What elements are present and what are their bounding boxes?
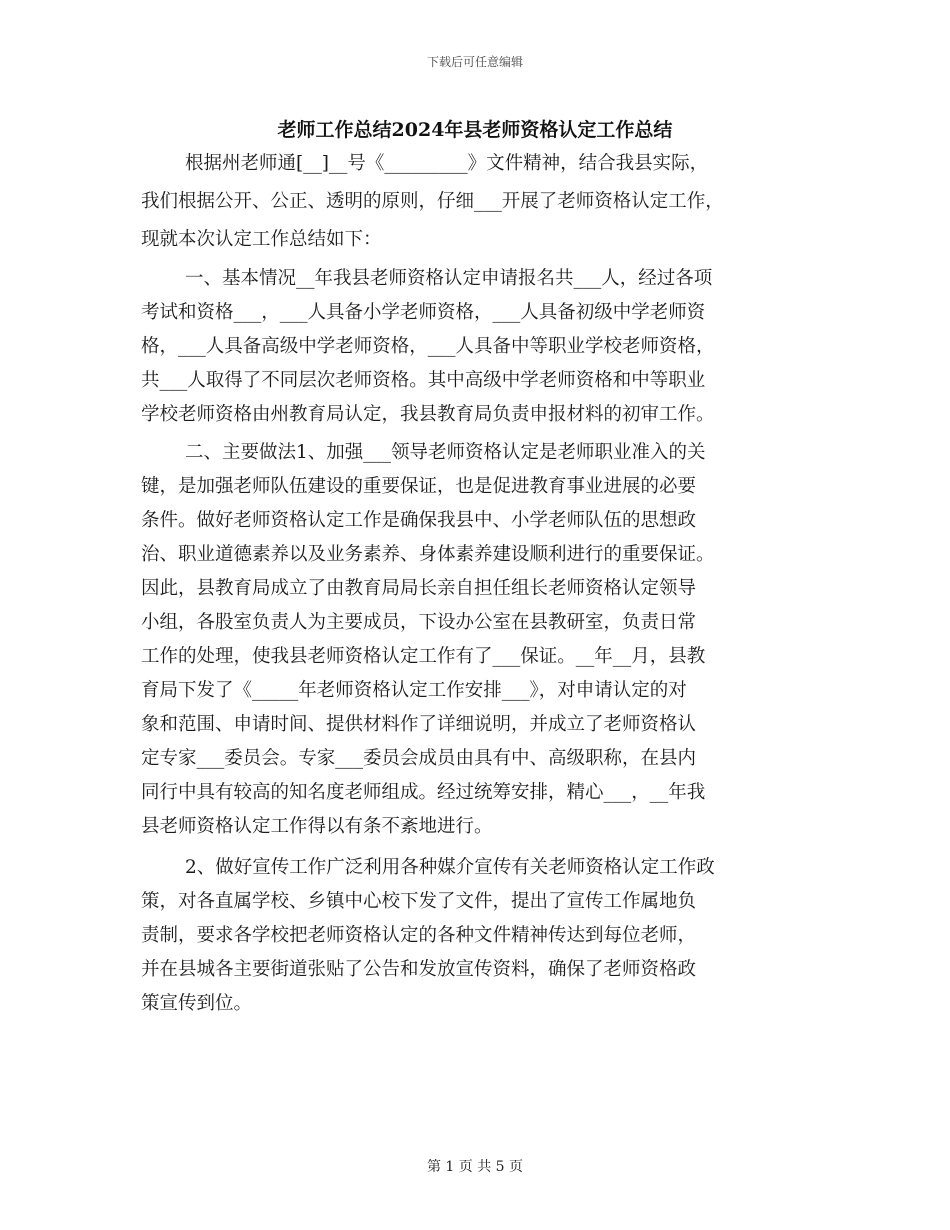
body-line: 2、做好宣传工作广泛利用各种媒介宣传有关老师资格认定工作政 (185, 857, 715, 878)
body-line: 小组，各股室负责人为主要成员，下设办公室在县教研室，负责日常 (141, 612, 697, 633)
body-line: 同行中具有较高的知名度老师组成。经过统筹安排，精心___，__年我 (141, 782, 706, 803)
body-line: 工作的处理，使我县老师资格认定工作有了___保证。__年__月，县教 (141, 646, 706, 667)
body-line: 学校老师资格由州教育局认定，我县教育局负责申报材料的初审工作。 (141, 404, 715, 425)
document-title: 老师工作总结2024年县老师资格认定工作总结 (277, 119, 673, 141)
body-line: 育局下发了《_____年老师资格认定工作安排___》，对申请认定的对 (141, 680, 687, 701)
page-number-footer: 第 1 页 共 5 页 (426, 1159, 524, 1175)
body-line: 我们根据公开、公正、透明的原则，仔细___开展了老师资格认定工作， (141, 191, 724, 212)
body-line: 现就本次认定工作总结如下： (141, 229, 382, 250)
body-line: 一、基本情况__年我县老师资格认定申请报名共___人，经过各项 (185, 268, 713, 289)
body-line: 条件。做好老师资格认定工作是确保我县中、小学老师队伍的思想政 (141, 510, 697, 531)
body-line: 格，___人具备高级中学老师资格，___人具备中等职业学校老师资格， (141, 336, 715, 357)
body-line: 二、主要做法1、加强___领导老师资格认定是老师职业准入的关 (185, 442, 706, 463)
body-line: 因此，县教育局成立了由教育局局长亲自担任组长老师资格认定领导 (141, 578, 697, 599)
body-line: 县老师资格认定工作得以有条不紊地进行。 (141, 816, 493, 837)
body-line: 策宣传到位。 (141, 993, 253, 1014)
body-line: 定专家___委员会。专家___委员会成员由具有中、高级职称，在县内 (141, 748, 697, 769)
body-line: 键，是加强老师队伍建设的重要保证，也是促进教育事业进展的必要 (141, 476, 697, 497)
body-line: 象和范围、申请时间、提供材料作了详细说明，并成立了老师资格认 (141, 714, 697, 735)
body-line: 根据州老师通[__]__号《_________》文件精神，结合我县实际， (185, 153, 709, 174)
body-line: 策，对各直属学校、乡镇中心校下发了文件，提出了宣传工作属地负 (141, 891, 697, 912)
body-line: 治、职业道德素养以及业务素养、身体素养建设顺利进行的重要保证。 (141, 544, 715, 565)
body-line: 共___人取得了不同层次老师资格。其中高级中学老师资格和中等职业 (141, 370, 706, 391)
body-line: 并在县城各主要街道张贴了公告和发放宣传资料，确保了老师资格政 (141, 959, 697, 980)
page-header-note: 下载后可任意编辑 (426, 55, 523, 69)
body-line: 考试和资格___，___人具备小学老师资格，___人具备初级中学老师资 (141, 302, 706, 323)
body-line: 责制，要求各学校把老师资格认定的各种文件精神传达到每位老师， (141, 925, 697, 946)
